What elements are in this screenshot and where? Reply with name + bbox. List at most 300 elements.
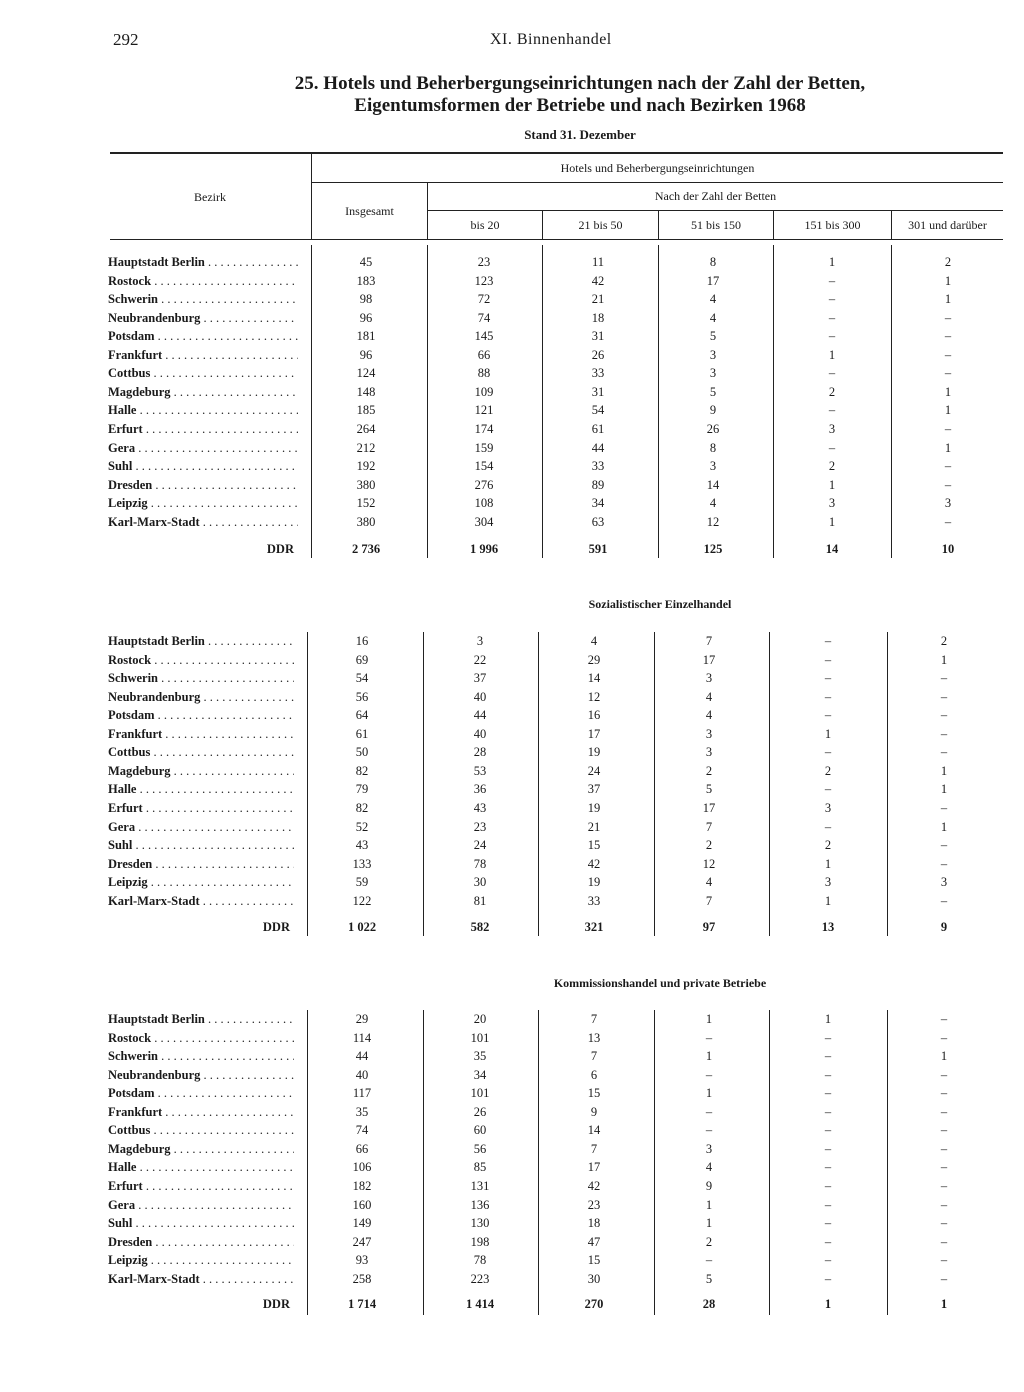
cell-value: – (944, 514, 952, 529)
bezirk-name: Frankfurt . . . (108, 1105, 294, 1120)
cell-value: – (705, 1030, 713, 1045)
cell-value: – (828, 273, 836, 288)
cell-value: – (940, 1030, 948, 1045)
cell-value: 28 (702, 1297, 716, 1311)
cell-value: – (828, 310, 836, 325)
cell-value: 1 714 (347, 1297, 377, 1311)
cell-value: – (940, 838, 948, 853)
cell-value: 56 (355, 689, 369, 704)
cell-value: – (944, 459, 952, 474)
bezirk-name: Schwerin . . . (108, 671, 294, 686)
cell-value: 3 (944, 496, 952, 511)
cell-value: 3 (828, 421, 836, 436)
table-row (108, 515, 1008, 533)
cell-value: 45 (359, 255, 373, 269)
cell-value: – (705, 1067, 713, 1082)
table-row (108, 441, 1008, 459)
cell-value: 181 (356, 329, 376, 344)
cell-value: 9 (590, 1104, 598, 1119)
cell-value: 148 (356, 384, 376, 399)
cell-value: 44 (473, 708, 487, 723)
cell-value: 4 (705, 708, 713, 723)
cell-value: 79 (355, 782, 369, 797)
total-label: DDR (262, 920, 290, 934)
cell-value: 14 (825, 542, 839, 556)
cell-value: – (940, 689, 948, 704)
cell-value: 21 (587, 819, 601, 834)
cell-value: 101 (470, 1030, 490, 1045)
bezirk-name: Leipzig . . . (108, 496, 298, 511)
cell-value: 1 (940, 763, 948, 778)
cell-value: 40 (473, 726, 487, 741)
cell-value: 17 (706, 273, 720, 288)
cell-value: 3 (940, 875, 948, 890)
bezirk-name: Cottbus . . . (108, 366, 298, 381)
cell-value: – (824, 1049, 832, 1064)
cell-value: – (824, 634, 832, 648)
cell-value: – (824, 1067, 832, 1082)
bezirk-name: Rostock . . . (108, 653, 294, 668)
cell-value: 14 (587, 1123, 601, 1138)
cell-value: 17 (702, 800, 716, 815)
running-head: XI. Binnenhandel (490, 31, 612, 48)
cell-value: 17 (587, 1160, 601, 1175)
cell-value: – (940, 1067, 948, 1082)
cell-value: 7 (705, 819, 713, 834)
table-row (108, 894, 1008, 912)
cell-value: 117 (352, 1086, 372, 1101)
cell-value: 13 (821, 920, 835, 934)
cell-value: 3 (705, 726, 713, 741)
cell-value: 50 (355, 745, 369, 760)
cell-value: 1 (824, 856, 832, 871)
cell-value: – (705, 1253, 713, 1268)
cell-value: 1 (705, 1049, 713, 1064)
header-col-21-50: 21 bis 50 (578, 218, 623, 232)
cell-value: 7 (590, 1049, 598, 1064)
cell-value: 582 (470, 920, 490, 934)
cell-value: 183 (356, 273, 376, 288)
header-col-151-300: 151 bis 300 (804, 218, 861, 232)
bezirk-name: Magdeburg . . . (108, 1142, 294, 1157)
cell-value: 42 (587, 1178, 601, 1193)
table-row (108, 1105, 1008, 1123)
cell-value: 2 (940, 634, 948, 648)
cell-value: 28 (473, 745, 487, 760)
header-col-51-150: 51 bis 150 (690, 218, 741, 232)
bezirk-name: Hauptstadt Berlin . . . (108, 255, 298, 270)
cell-value: 7 (590, 1141, 598, 1156)
cell-value: 63 (591, 514, 605, 529)
cell-value: 247 (352, 1234, 372, 1249)
bezirk-name: Karl-Marx-Stadt . . . (108, 894, 294, 909)
cell-value: – (824, 671, 832, 686)
cell-value: 59 (355, 875, 369, 890)
cell-value: 8 (709, 255, 717, 269)
bezirk-name: Halle . . . (108, 1160, 294, 1175)
cell-value: 54 (355, 671, 369, 686)
table-row (108, 764, 1008, 782)
cell-value: 2 (944, 255, 952, 269)
cell-value: 1 (824, 893, 832, 908)
cell-value: – (940, 1086, 948, 1101)
cell-value: 1 (944, 384, 952, 399)
cell-value: – (940, 1216, 948, 1231)
cell-value: 1 (828, 347, 836, 362)
cell-value: 5 (709, 329, 717, 344)
cell-value: 131 (470, 1178, 490, 1193)
cell-value: – (940, 1197, 948, 1212)
cell-value: 1 (705, 1012, 713, 1026)
cell-value: 223 (470, 1271, 490, 1286)
cell-value: 20 (473, 1012, 487, 1026)
table-subtitle: Stand 31. Dezember (524, 127, 636, 142)
cell-value: 8 (709, 440, 717, 455)
cell-value: 18 (591, 310, 605, 325)
table-row (108, 1235, 1008, 1253)
cell-value: 98 (359, 292, 373, 307)
cell-value: 1 996 (469, 542, 499, 556)
bezirk-name: Suhl . . . (108, 1216, 294, 1231)
cell-value: 7 (705, 634, 713, 648)
cell-value: 13 (587, 1030, 601, 1045)
cell-value: 12 (706, 514, 720, 529)
cell-value: – (940, 1234, 948, 1249)
section-title-sozialistisch: Sozialistischer Einzelhandel (588, 597, 732, 611)
cell-value: 1 (940, 1297, 948, 1311)
cell-value: 198 (470, 1234, 490, 1249)
cell-value: 1 (944, 403, 952, 418)
cell-value: 23 (477, 255, 491, 269)
cell-value: 15 (587, 1253, 601, 1268)
cell-value: 123 (474, 273, 494, 288)
cell-value: 30 (473, 875, 487, 890)
table-row (108, 274, 1008, 292)
cell-value: 130 (470, 1216, 490, 1231)
bezirk-name: Dresden . . . (108, 857, 294, 872)
table-row (108, 1272, 1008, 1290)
cell-value: 64 (355, 708, 369, 723)
cell-value: 4 (590, 634, 598, 648)
cell-value: – (940, 1012, 948, 1026)
cell-value: 96 (359, 310, 373, 325)
cell-value: 10 (941, 542, 955, 556)
cell-value: 96 (359, 347, 373, 362)
cell-value: 1 022 (347, 920, 377, 934)
cell-value: – (824, 1178, 832, 1193)
cell-value: 4 (705, 689, 713, 704)
total-label: DDR (266, 542, 294, 556)
cell-value: 19 (587, 800, 601, 815)
bezirk-name: Hauptstadt Berlin . . . (108, 634, 294, 649)
cell-value: 85 (473, 1160, 487, 1175)
table-title-line1: 25. Hotels und Beherbergungseinrichtungen nach der Zahl der Betten, (294, 73, 866, 94)
cell-value: – (940, 800, 948, 815)
cell-value: 3 (824, 875, 832, 890)
cell-value: 22 (473, 652, 487, 667)
bezirk-name: Frankfurt . . . (108, 348, 298, 363)
bezirk-name: Karl-Marx-Stadt . . . (108, 1272, 294, 1287)
cell-value: 321 (584, 920, 604, 934)
cell-value: 1 (705, 1086, 713, 1101)
table-row (108, 801, 1008, 819)
cell-value: – (824, 1086, 832, 1101)
cell-value: 33 (591, 459, 605, 474)
header-bezirk: Bezirk (194, 190, 226, 204)
table-row (108, 1086, 1008, 1104)
cell-value: 61 (591, 421, 605, 436)
cell-value: – (940, 1141, 948, 1156)
cell-value: 185 (356, 403, 376, 418)
cell-value: – (940, 856, 948, 871)
cell-value: – (940, 1123, 948, 1138)
header-nach-betten: Nach der Zahl der Betten (654, 189, 777, 203)
table-row (108, 292, 1008, 310)
cell-value: 15 (587, 1086, 601, 1101)
bezirk-name: Erfurt . . . (108, 1179, 294, 1194)
bezirk-name: Leipzig . . . (108, 1253, 294, 1268)
bezirk-name: Leipzig . . . (108, 875, 294, 890)
bezirk-name: Rostock . . . (108, 1031, 294, 1046)
cell-value: 9 (940, 920, 948, 934)
bezirk-name: Potsdam . . . (108, 708, 294, 723)
bezirk-name: Frankfurt . . . (108, 727, 294, 742)
cell-value: – (705, 1123, 713, 1138)
cell-value: 43 (355, 838, 369, 853)
cell-value: 66 (355, 1141, 369, 1156)
cell-value: 60 (473, 1123, 487, 1138)
cell-value: 154 (474, 459, 494, 474)
cell-value: 54 (591, 403, 605, 418)
table-row (108, 690, 1008, 708)
table-row (108, 1160, 1008, 1178)
cell-value: 34 (591, 496, 605, 511)
cell-value: – (940, 708, 948, 723)
table-row (108, 459, 1008, 477)
header-col-301-plus: 301 und darüber (908, 218, 987, 232)
cell-value: 3 (476, 634, 484, 648)
bezirk-name: Magdeburg . . . (108, 385, 298, 400)
cell-value: – (940, 745, 948, 760)
cell-value: 276 (474, 477, 494, 492)
table-row (108, 653, 1008, 671)
cell-value: 3 (705, 671, 713, 686)
table-row (108, 671, 1008, 689)
table-row (108, 478, 1008, 496)
table-row (108, 385, 1008, 403)
table-row (108, 1012, 1008, 1030)
cell-value: 2 (705, 1234, 713, 1249)
cell-value: 2 (828, 459, 836, 474)
cell-value: 42 (591, 273, 605, 288)
bezirk-name: Hauptstadt Berlin . . . (108, 1012, 294, 1027)
header-insgesamt: Insgesamt (345, 204, 394, 218)
cell-value: 6 (590, 1067, 598, 1082)
cell-value: 149 (352, 1216, 372, 1231)
cell-value: – (944, 421, 952, 436)
table-row (108, 366, 1008, 384)
bezirk-name: Schwerin . . . (108, 1049, 294, 1064)
cell-value: – (940, 1104, 948, 1119)
cell-value: – (824, 1104, 832, 1119)
bezirk-name: Potsdam . . . (108, 329, 298, 344)
cell-value: 15 (587, 838, 601, 853)
cell-value: 1 (828, 514, 836, 529)
cell-value: 270 (584, 1297, 604, 1311)
cell-value: 2 (824, 763, 832, 778)
cell-value: 1 (944, 273, 952, 288)
cell-value: – (824, 745, 832, 760)
cell-value: 591 (588, 542, 608, 556)
table-row (108, 1253, 1008, 1271)
table-row (108, 496, 1008, 514)
table-row (108, 255, 1008, 273)
cell-value: – (828, 329, 836, 344)
cell-value: – (944, 366, 952, 381)
bezirk-name: Halle . . . (108, 782, 294, 797)
cell-value: 26 (473, 1104, 487, 1119)
cell-value: 122 (352, 893, 372, 908)
cell-value: – (824, 1234, 832, 1249)
cell-value: 3 (705, 1141, 713, 1156)
cell-value: 24 (587, 763, 601, 778)
cell-value: 81 (473, 893, 487, 908)
cell-value: 31 (591, 384, 605, 399)
cell-value: – (824, 652, 832, 667)
cell-value: 72 (477, 292, 491, 307)
cell-value: – (940, 1271, 948, 1286)
cell-value: 1 (944, 440, 952, 455)
cell-value: 9 (705, 1178, 713, 1193)
cell-value: 78 (473, 856, 487, 871)
bezirk-name: Halle . . . (108, 403, 298, 418)
bezirk-name: Neubrandenburg . . . (108, 311, 298, 326)
cell-value: 1 (940, 819, 948, 834)
cell-value: 109 (474, 384, 494, 399)
cell-value: 40 (473, 689, 487, 704)
cell-value: 44 (591, 440, 605, 455)
total-row (108, 542, 1008, 560)
cell-value: 74 (477, 310, 491, 325)
cell-value: – (824, 708, 832, 723)
cell-value: 37 (587, 782, 601, 797)
cell-value: 17 (587, 726, 601, 741)
cell-value: 3 (828, 496, 836, 511)
cell-value: 258 (352, 1271, 372, 1286)
cell-value: 2 (705, 838, 713, 853)
bezirk-name: Erfurt . . . (108, 801, 294, 816)
cell-value: 212 (356, 440, 376, 455)
cell-value: – (940, 726, 948, 741)
cell-value: 9 (709, 403, 717, 418)
cell-value: 19 (587, 745, 601, 760)
cell-value: 33 (587, 893, 601, 908)
table-row (108, 1179, 1008, 1197)
cell-value: 1 (828, 255, 836, 269)
cell-value: 21 (591, 292, 605, 307)
cell-value: 5 (709, 384, 717, 399)
cell-value: 1 (824, 1297, 832, 1311)
cell-value: 37 (473, 671, 487, 686)
cell-value: 36 (473, 782, 487, 797)
cell-value: 1 414 (465, 1297, 495, 1311)
cell-value: 69 (355, 652, 369, 667)
cell-value: 53 (473, 763, 487, 778)
cell-value: – (944, 310, 952, 325)
cell-value: – (824, 1271, 832, 1286)
cell-value: 7 (590, 1012, 598, 1026)
cell-value: – (824, 1197, 832, 1212)
cell-value: 121 (474, 403, 494, 418)
cell-value: – (824, 689, 832, 704)
cell-value: 56 (473, 1141, 487, 1156)
cell-value: 16 (355, 634, 369, 648)
bezirk-name: Karl-Marx-Stadt . . . (108, 515, 298, 530)
cell-value: 3 (705, 745, 713, 760)
cell-value: 1 (944, 292, 952, 307)
cell-value: 19 (587, 875, 601, 890)
cell-value: 24 (473, 838, 487, 853)
table-title-line2: Eigentumsformen der Betriebe und nach Bezirken 1968 (354, 95, 806, 116)
table-row (108, 403, 1008, 421)
cell-value: 2 (705, 763, 713, 778)
cell-value: 1 (828, 477, 836, 492)
cell-value: – (940, 1160, 948, 1175)
cell-value: 133 (352, 856, 372, 871)
cell-value: 74 (355, 1123, 369, 1138)
table-row (108, 820, 1008, 838)
cell-value: – (824, 1253, 832, 1268)
table-row (108, 838, 1008, 856)
cell-value: 160 (352, 1197, 372, 1212)
table-row (108, 857, 1008, 875)
cell-value: 93 (355, 1253, 369, 1268)
total-row (108, 920, 1008, 938)
section-title-kommission: Kommissionshandel und private Betriebe (553, 976, 767, 990)
cell-value: 78 (473, 1253, 487, 1268)
bezirk-name: Gera . . . (108, 441, 298, 456)
cell-value: 304 (474, 514, 494, 529)
cell-value: – (824, 819, 832, 834)
bezirk-name: Gera . . . (108, 820, 294, 835)
cell-value: 12 (702, 856, 716, 871)
cell-value: 4 (709, 496, 717, 511)
cell-value: 66 (477, 347, 491, 362)
cell-value: 26 (591, 347, 605, 362)
cell-value: 380 (356, 477, 376, 492)
cell-value: – (944, 477, 952, 492)
cell-value: 380 (356, 514, 376, 529)
bezirk-name: Suhl . . . (108, 459, 298, 474)
cell-value: – (940, 1178, 948, 1193)
table-row (108, 1049, 1008, 1067)
cell-value: 174 (474, 421, 494, 436)
cell-value: 101 (470, 1086, 490, 1101)
cell-value: 40 (355, 1067, 369, 1082)
cell-value: – (824, 782, 832, 797)
cell-value: – (940, 1253, 948, 1268)
cell-value: 52 (355, 819, 369, 834)
cell-value: 43 (473, 800, 487, 815)
cell-value: 106 (352, 1160, 372, 1175)
cell-value: – (824, 1160, 832, 1175)
cell-value: 5 (705, 1271, 713, 1286)
bezirk-name: Suhl . . . (108, 838, 294, 853)
cell-value: 1 (705, 1216, 713, 1231)
cell-value: 61 (355, 726, 369, 741)
cell-value: 35 (355, 1104, 369, 1119)
table-row (108, 782, 1008, 800)
